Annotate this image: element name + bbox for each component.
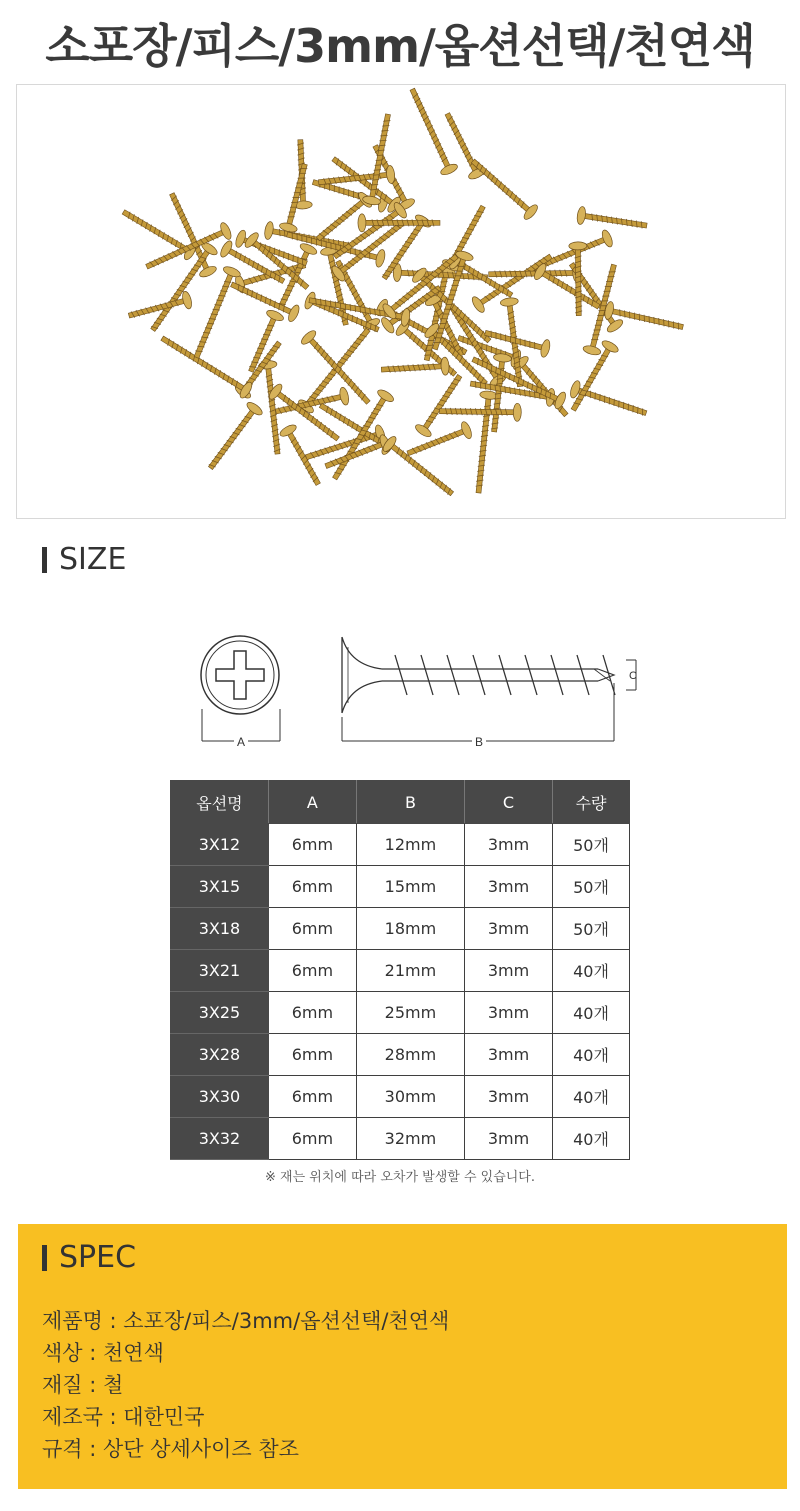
label-c: C bbox=[629, 670, 637, 682]
cell-quantity: 40개 bbox=[552, 1076, 629, 1118]
screw-shape bbox=[414, 371, 468, 439]
cell-quantity: 40개 bbox=[552, 1034, 629, 1076]
cell-b: 28mm bbox=[356, 1034, 464, 1076]
cell-quantity: 40개 bbox=[552, 950, 629, 992]
thread-line bbox=[499, 655, 511, 695]
screw-shape bbox=[404, 85, 459, 176]
cell-b: 25mm bbox=[356, 992, 464, 1034]
col-header-a: A bbox=[268, 781, 356, 824]
screw-shape bbox=[164, 190, 218, 279]
screw-shape bbox=[439, 402, 521, 421]
cell-option: 3X12 bbox=[171, 824, 269, 866]
cell-b: 12mm bbox=[356, 824, 464, 866]
thread-line bbox=[447, 655, 459, 695]
cell-a: 6mm bbox=[268, 992, 356, 1034]
cell-quantity: 50개 bbox=[552, 866, 629, 908]
table-row bbox=[171, 866, 630, 908]
screw-side-diagram bbox=[342, 637, 615, 713]
screw-shape bbox=[381, 434, 458, 500]
screw-head-diagram bbox=[201, 636, 279, 714]
table-row bbox=[171, 1076, 630, 1118]
col-header-c: C bbox=[465, 781, 553, 824]
screw-shape bbox=[203, 400, 264, 473]
thread-line bbox=[421, 655, 433, 695]
screw-pile-illustration bbox=[17, 85, 785, 518]
spec-line-material: 재질 : 철 bbox=[42, 1373, 124, 1397]
cell-c: 3mm bbox=[465, 866, 553, 908]
table-row bbox=[171, 950, 630, 992]
cell-quantity: 40개 bbox=[552, 1118, 629, 1160]
table-header-row bbox=[171, 781, 630, 824]
spec-heading bbox=[42, 1238, 136, 1278]
screw-shape bbox=[279, 162, 314, 234]
screw-shape bbox=[405, 420, 474, 461]
cell-a: 6mm bbox=[268, 824, 356, 866]
table-row bbox=[171, 824, 630, 866]
measurement-note: ※ 재는 위치에 따라 오차가 발생할 수 있습니다. bbox=[265, 1170, 535, 1185]
heading-bar bbox=[42, 547, 47, 573]
screw-shape bbox=[145, 240, 219, 335]
cell-b: 18mm bbox=[356, 908, 464, 950]
label-b: B bbox=[474, 735, 484, 749]
size-table bbox=[170, 780, 630, 1160]
cell-option: 3X15 bbox=[171, 866, 269, 908]
cell-option: 3X25 bbox=[171, 992, 269, 1034]
thread-line bbox=[577, 655, 589, 695]
cell-option: 3X21 bbox=[171, 950, 269, 992]
cell-c: 3mm bbox=[465, 992, 553, 1034]
cell-b: 15mm bbox=[356, 866, 464, 908]
thread-line bbox=[551, 655, 563, 695]
col-header-option: 옵션명 bbox=[171, 781, 269, 824]
product-photo bbox=[16, 84, 786, 519]
cell-quantity: 40개 bbox=[552, 992, 629, 1034]
cell-quantity: 50개 bbox=[552, 824, 629, 866]
screw-shape bbox=[470, 390, 499, 494]
col-header-b: B bbox=[356, 781, 464, 824]
cell-a: 6mm bbox=[268, 1034, 356, 1076]
screw-shape bbox=[119, 204, 198, 261]
col-header-quantity: 수량 bbox=[552, 781, 629, 824]
size-heading bbox=[42, 540, 126, 580]
cell-c: 3mm bbox=[465, 950, 553, 992]
screw-shape bbox=[576, 206, 648, 235]
cell-b: 21mm bbox=[356, 950, 464, 992]
label-a: A bbox=[236, 735, 246, 749]
cell-c: 3mm bbox=[465, 1118, 553, 1160]
cell-c: 3mm bbox=[465, 1034, 553, 1076]
spec-line-product-name: 제품명 : 소포장/피스/3mm/옵션선택/천연색 bbox=[42, 1309, 450, 1333]
screw-shape bbox=[564, 259, 625, 334]
spec-line-standard: 규격 : 상단 상세사이즈 참조 bbox=[42, 1437, 299, 1461]
cell-b: 32mm bbox=[356, 1118, 464, 1160]
cell-option: 3X28 bbox=[171, 1034, 269, 1076]
cell-option: 3X30 bbox=[171, 1076, 269, 1118]
thread-line bbox=[473, 655, 485, 695]
screw-size-diagram bbox=[190, 625, 650, 755]
table-row bbox=[171, 1034, 630, 1076]
cell-c: 3mm bbox=[465, 1076, 553, 1118]
spec-line-origin: 제조국 : 대한민국 bbox=[42, 1405, 205, 1429]
page-title: 소포장/피스/3mm/옵션선택/천연색 bbox=[45, 19, 755, 73]
cell-a: 6mm bbox=[268, 1076, 356, 1118]
screw-shape bbox=[532, 262, 603, 315]
cell-a: 6mm bbox=[268, 950, 356, 992]
cell-option: 3X32 bbox=[171, 1118, 269, 1160]
cell-a: 6mm bbox=[268, 1118, 356, 1160]
cell-c: 3mm bbox=[465, 908, 553, 950]
thread-line bbox=[395, 655, 407, 695]
thread-line bbox=[525, 655, 537, 695]
cell-c: 3mm bbox=[465, 824, 553, 866]
cell-a: 6mm bbox=[268, 908, 356, 950]
cell-b: 30mm bbox=[356, 1076, 464, 1118]
spec-line-color: 색상 : 천연색 bbox=[42, 1341, 164, 1365]
spec-list bbox=[42, 1305, 449, 1465]
heading-bar bbox=[42, 1245, 47, 1271]
dimension-b bbox=[342, 683, 614, 741]
spec-heading-text: SPEC bbox=[59, 1240, 137, 1275]
size-heading-text: SIZE bbox=[59, 542, 127, 577]
screw-shape bbox=[188, 265, 242, 361]
table-row bbox=[171, 1118, 630, 1160]
cell-a: 6mm bbox=[268, 866, 356, 908]
cell-quantity: 50개 bbox=[552, 908, 629, 950]
cell-option: 3X18 bbox=[171, 908, 269, 950]
table-row bbox=[171, 908, 630, 950]
table-row bbox=[171, 992, 630, 1034]
